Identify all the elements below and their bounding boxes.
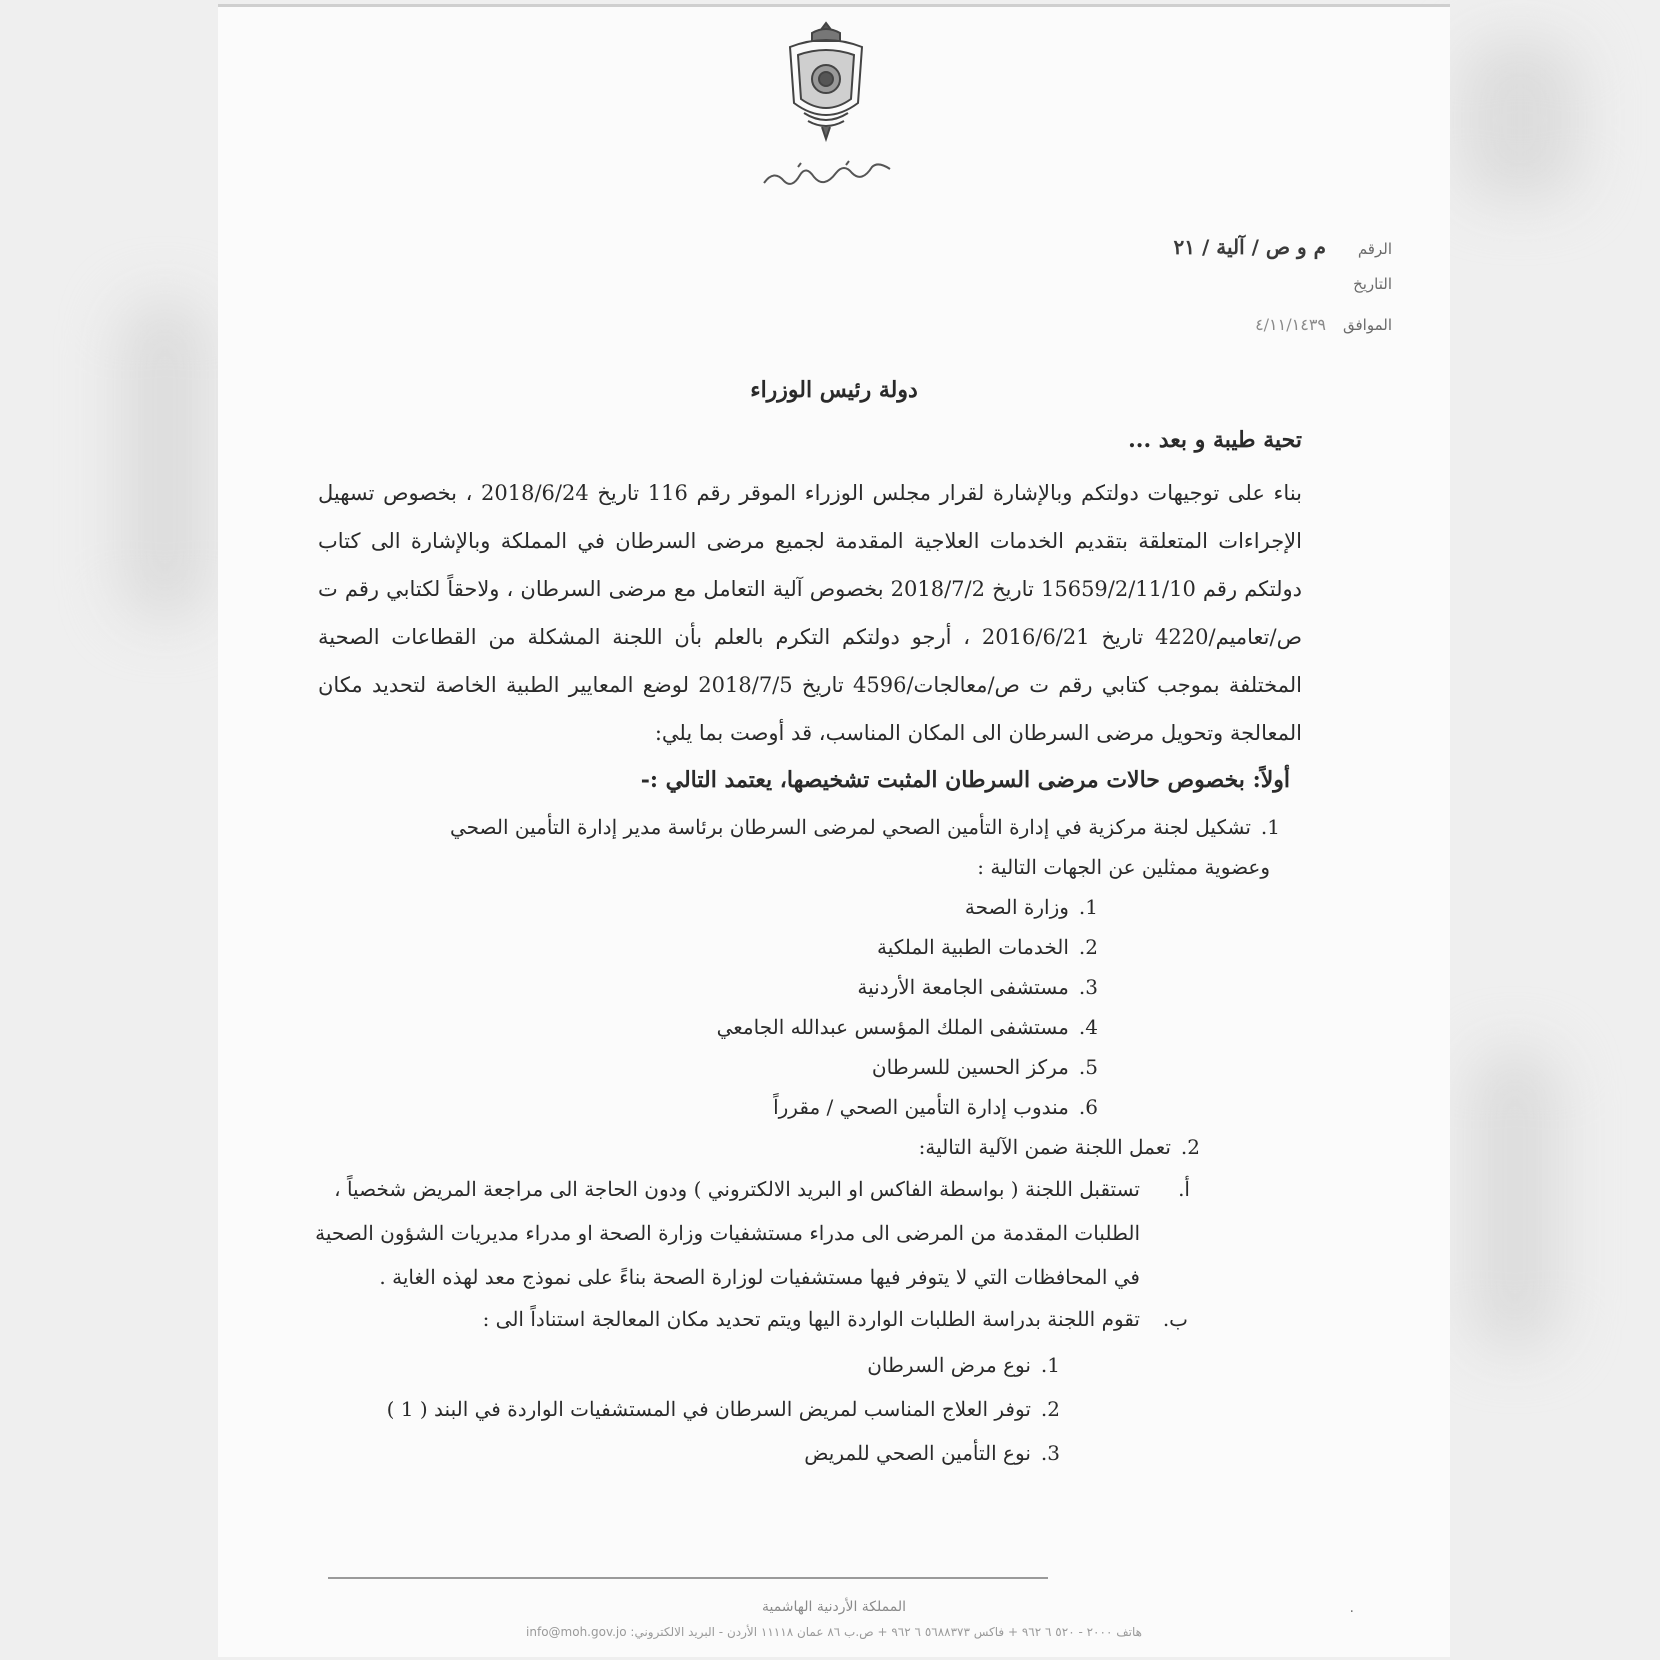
section-one-title: أولاً: بخصوص حالات مرضى السرطان المثبت تشخيصها، يعتمد التالي :-: [640, 767, 1290, 793]
section-item-2: [919, 1127, 1200, 1167]
sub-item-a-line: في المحافظات التي لا يتوفر فيها مستشفيات لوزارة الصحة بناءً على نموذج معد لهذه الغاية .: [379, 1265, 1140, 1289]
list-number: 4.: [1078, 1015, 1098, 1039]
reference-label: الرقم: [1357, 240, 1392, 258]
committee-member: [857, 967, 1098, 1007]
footer-divider: [328, 1577, 1048, 1579]
jordan-coat-of-arms-icon: [776, 17, 876, 147]
addressee: دولة رئيس الوزراء: [750, 377, 918, 403]
footer-page-mark: ٠: [1348, 1603, 1356, 1619]
committee-member: [965, 887, 1098, 927]
item-number: 2.: [1180, 1135, 1200, 1159]
sub-item-a-line: الطلبات المقدمة من المرضى الى مدراء مستشفيات وزارة الصحة او مدراء مديريات الشؤون الصحية: [315, 1221, 1140, 1245]
list-number: 2.: [1040, 1397, 1060, 1421]
section-item-1-continued: وعضوية ممثلين عن الجهات التالية :: [977, 855, 1270, 879]
criteria-item: [387, 1389, 1060, 1429]
list-text: نوع مرض السرطان: [867, 1353, 1031, 1377]
list-number: 2.: [1078, 935, 1098, 959]
committee-member: [872, 1047, 1098, 1087]
reference-value: م و ص / آلية / ٢١: [1173, 235, 1326, 259]
hijri-date-row: [1092, 315, 1392, 355]
footer-contact: هاتف ٢٠٠٠ - ٥٢٠ ٦ ٩٦٢ + فاكس ٥٦٨٨٣٧٣ ٦ ٩٦٢ + ص.ب ٨٦ عمان ١١١١٨ الأردن - البريد الالكتروني: info@moh.gov.jo: [526, 1625, 1142, 1639]
scan-shadow: [1460, 40, 1580, 200]
date-row: [1092, 275, 1392, 315]
list-text: مركز الحسين للسرطان: [871, 1055, 1069, 1079]
scan-shadow: [1470, 1050, 1560, 1350]
footer-country: المملكة الأردنية الهاشمية: [761, 1599, 907, 1615]
list-number: 6.: [1078, 1095, 1098, 1119]
sub-item-a-letter: أ.: [1178, 1177, 1190, 1201]
ministry-signature-image: [758, 155, 898, 193]
committee-member: [877, 927, 1098, 967]
list-text: وزارة الصحة: [964, 895, 1069, 919]
list-text: مستشفى الجامعة الأردنية: [857, 975, 1069, 999]
list-number: 5.: [1078, 1055, 1098, 1079]
list-number: 3.: [1040, 1441, 1060, 1465]
letter-page: [218, 4, 1450, 1657]
item-number: 1.: [1260, 815, 1280, 839]
reference-row: [1092, 235, 1392, 275]
list-text: توفر العلاج المناسب لمريض السرطان في المستشفيات الواردة في البند ( 1 ): [386, 1397, 1031, 1421]
list-number: 3.: [1078, 975, 1098, 999]
body-paragraph: بناء على توجيهات دولتكم وبالإشارة لقرار مجلس الوزراء الموقر رقم 116 تاريخ 2018/6/24 ، بخصوص تسهيل الإجراءات المتعلقة بتقديم الخدمات العلاجية المقدمة لجميع مرضى السرطان في المملكة وبالإشارة الى كتاب دولتكم رقم 15659/2/11/10 تاريخ 2018/7/2 بخصوص آلية التعامل مع مرضى السرطان ، ولاحقاً لكتابي رقم ت ص/تعاميم/4220 تاريخ 2016/6/21 ، أرجو دولتكم التكرم بالعلم بأن اللجنة المشكلة من القطاعات الصحية المختلفة بموجب كتابي رقم ت ص/معالجات/4596 تاريخ 2018/7/5 لوضع المعايير الطبية الخاصة لتحديد مكان المعالجة وتحويل مرضى السرطان الى المكان المناسب، قد أوصت بما يلي:: [318, 481, 1303, 745]
committee-member: [773, 1087, 1098, 1127]
hijri-date-label: الموافق: [1342, 316, 1392, 334]
list-text: مندوب إدارة التأمين الصحي / مقرراً: [773, 1095, 1069, 1119]
sub-item-a-line: تستقبل اللجنة ( بواسطة الفاكس او البريد الالكتروني ) ودون الحاجة الى مراجعة المريض شخصياً ،: [334, 1177, 1140, 1201]
date-label: التاريخ: [1353, 275, 1392, 293]
item-text: تعمل اللجنة ضمن الآلية التالية:: [918, 1135, 1171, 1159]
list-text: مستشفى الملك المؤسس عبدالله الجامعي: [716, 1015, 1069, 1039]
greeting: تحية طيبة و بعد ...: [1128, 427, 1302, 453]
list-number: 1.: [1040, 1353, 1060, 1377]
list-text: الخدمات الطبية الملكية: [877, 935, 1069, 959]
list-text: نوع التأمين الصحي للمريض: [804, 1441, 1031, 1465]
criteria-item: [867, 1345, 1060, 1385]
criteria-item: [804, 1433, 1060, 1473]
item-text: تشكيل لجنة مركزية في إدارة التأمين الصحي لمرضى السرطان برئاسة مدير إدارة التأمين الصحي: [449, 815, 1251, 839]
section-item-1: [450, 807, 1280, 847]
scan-shadow: [120, 300, 210, 620]
committee-member: [717, 1007, 1098, 1047]
sub-item-b-letter: ب.: [1162, 1307, 1188, 1331]
list-number: 1.: [1078, 895, 1098, 919]
letter-metadata: [1092, 235, 1392, 355]
sub-item-b-text: تقوم اللجنة بدراسة الطلبات الواردة اليها ويتم تحديد مكان المعالجة استناداً الى :: [482, 1307, 1140, 1331]
hijri-date-value: ٤/١١/١٤٣٩: [1255, 315, 1326, 334]
